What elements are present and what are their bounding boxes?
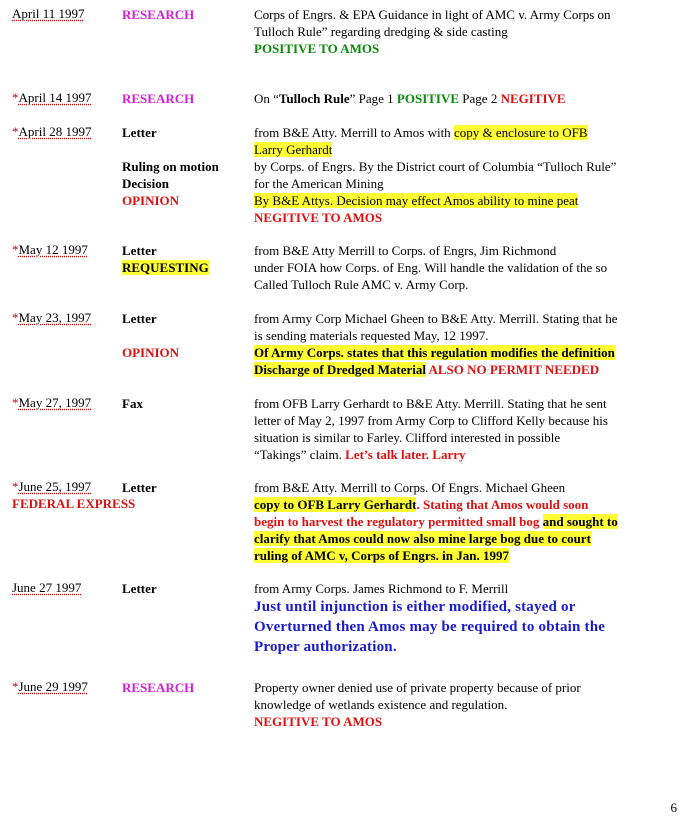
entry-description: from B&E Atty. Merrill to Amos with copy & enclosure to OFB Larry Gerhardt by Corps. of Engrs. By the District court of Columbia “Tulloch Rule” for the American Mining By B&E Attys. Decision may effect Amos ability to mine peat NEGITIVE TO AMOS [254,125,617,225]
entry-type: Letter [122,480,157,495]
entry-description: from Army Corp Michael Gheen to B&E Atty. Merrill. Stating that he is sending materials requested May, 12 1997. Of Army Corps. states that this regulation modifies the definition Discharge of Dredged Material ALSO NO PERMIT NEEDED [254,311,618,377]
entry-date: *April 14 1997 [12,90,92,105]
entry-type: Letter REQUESTING [122,243,209,275]
entry-date: June 27 1997 [12,580,82,595]
entry-type: RESEARCH [122,680,195,695]
entry-description: Property owner denied use of private property because of prior knowledge of wetlands existence and regulation. NEGITIVE TO AMOS [254,680,581,729]
entry-description: from B&E Atty Merrill to Corps. of Engrs, Jim Richmond under FOIA how Corps. of Eng. Will handle the validation of the so Called Tulloch Rule AMC v. Army Corp. [254,243,608,292]
entry-date: *June 29 1997 [12,679,88,694]
entry-description: from B&E Atty. Merrill to Corps. Of Engrs. Michael Gheen copy to OFB Larry Gerhardt. Stating that Amos would soon begin to harvest the regulatory permitted small bog and sought to clarify that Amos could now also mine large bog due to court ruling of AMC v, Corps of Engrs. in Jan. 1997 [254,480,618,563]
entry-type: Letter [122,581,157,596]
entry-type: Fax [122,396,143,411]
entry-date: *May 12 1997 [12,242,88,257]
entry-type: RESEARCH [122,7,195,22]
entry-type: RESEARCH [122,91,195,106]
page-number: 6 [670,800,677,815]
entry-description: from Army Corps. James Richmond to F. Merrill Just until injunction is either modified, stayed or Overturned then Amos may be required to obtain the Proper authorization. [254,581,606,655]
entry-description: On “Tulloch Rule” Page 1 POSITIVE Page 2 NEGITIVE [254,91,566,106]
entry-date: *May 23, 1997 [12,310,92,325]
entry-date: April 11 1997 [12,6,85,21]
entry-type: Letter Ruling on motion Decision OPINION [122,125,219,208]
entry-type: Letter OPINION [122,311,180,360]
entry-date: *May 27, 1997 [12,395,92,410]
entry-date: *April 28 1997 [12,124,92,139]
entry-date: *June 25, 1997 FEDERAL EXPRESS [12,479,136,511]
delivery-method: FEDERAL EXPRESS [12,496,136,511]
entry-description: from OFB Larry Gerhardt to B&E Atty. Merrill. Stating that he sent letter of May 2, 1997 from Army Corp to Clifford Kelly because his situation is similar to Farley. Clifford interested in possible “Takings” claim. Let’s talk later. Larry [254,396,608,462]
entry-description: Corps of Engrs. & EPA Guidance in light of AMC v. Army Corps on Tulloch Rule” regarding dredging & side casting POSITIVE TO AMOS [254,7,611,56]
